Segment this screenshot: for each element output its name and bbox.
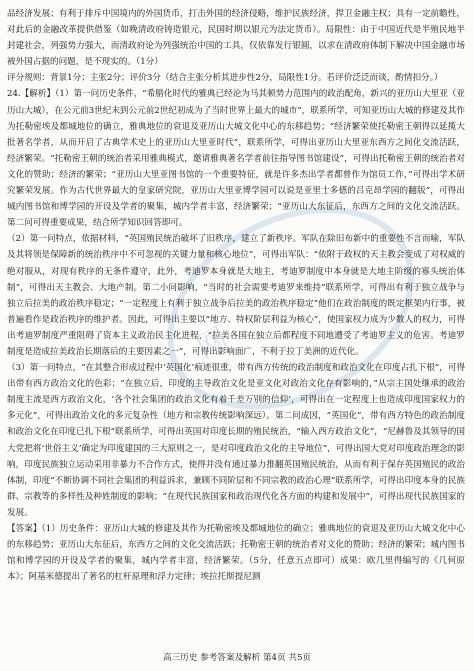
paragraph-q24-answer: 【答案】（1）历史条件：亚历山大城的修建及其作为托勒密埃及都城地位的确立；雅典地位的衰退及亚历山大城文化中心的东移趋势；亚历山大东征后，东西方之间的文化交流活跃；托勒密王朝的统治者对文化的赞助；经济的繁荣；城内图书馆和博学园的开设及学者的聚集，城内学者丰富，经济繁荣。（5分，任意五点即可）成果：欧几里得编写的《几何原本》；阿基米德提出了著名的杠杆原理和浮力定律；埃拉托斯提尼测 xyxy=(7,524,465,583)
paragraph-q24-analysis-part1: 24.【解析】（1）第一问历史条件，“希腊化时代的雅典已经沦为马其顿势力范围内的政治配角，新兴的亚历山大里亚（亚历山大城），在公元前3世纪末到公元前2世纪初成为了当时世界上最大的城市”，联系所学，可知亚历山大城的修建及其作为托勒密埃及都城地位的确立，雅典地位的衰退及亚历山大城文化中心的东移趋势；“经济繁荣使托勒密王朝得以延揽大批著名学者，从而开启了古典学术史上的亚历山大里亚时代”，联系所学，可得出亚历山大里亚东西方之间化交流活跃，经济繁荣。“托勒密王朝的统治者采用雅典模式，邀请雅典著名学者前往指导图书馆建设”，可得出托勒密王朝的统治者对文化的赞助；经济的繁荣；“亚历山大里亚图书馆的一个重要特征，就是许多杰出学者都曾作为馆员工作，”可得出学术研究繁荣发展。作为古代世界最大的皇家研究院，亚历山大里亚博学园可以说是亚里士多德的吕克昂学园的翻版”，可得出城内图书馆和博学园的开设及学者的聚集，城内学者丰富，经济繁荣；“亚历山大东征后，东西方之间的文化交流活跃。第二问可得重要成果，结合所学知识回答即可。 xyxy=(7,89,465,229)
paragraph-q24-analysis-part2: （2）第一问特点，依据材料，“英国殖民统治破坏了旧秩序，建立了新秩序。军队在除旧布新中的重要性不言而喻，军队及其将领是保障新的统治秩序中不可忽视的关键力量和核心地位”，可得出军队：“依附于政权的天主教会变成了对权威的绝对服从，对现有秩序的无条件遵守，此外，考迪罗本身就是大地主，考迪罗制度中本身就是大地主阶级的寡头统治体制”，可得出天主教会、大地产制。第二小问影响，“当时的社会需要考迪罗来维持”联系所学，可得出有利于独立战争与独立后拉美的政治秩序稳定；“一定程度上有利于独立战争后拉美的政治秩序稳定”他们在政治制度的既定框架内行事，被普遍看作是政治秩序的维护者。因此，可得出主要以“地方、特权阶层利益为核心”，使国家权力成为少数人的权力，可得出考迪罗制度严重阻碍了资本主义政治民主化进程，“拉美各国在独立后都程度不同地遭受了考迪罗主义的危害。考迪罗制度是造成拉美政治长期落后的主要因素之一”，可得出影响面广，不利于拉丁美洲的近代化。 xyxy=(7,234,465,357)
paragraph-q24-analysis-part3: （3）第一问特点，“在其整合形成过程中‘英国化’痕迹很重，带有西方传统的政治制度和政治文化在印度占扎下根”，可得出带有西方政治文化的色彩；“在独立后，印度的主导政治文化是亚文化对政治文化存有影响的，”从宗主国处继承的政治制度主流是西方政治文化，‘各个社会集团的政治文化有着千差万别的信仰’，可得出在一定程度上也造成印度国家权力的多元化”，可得出政治文化的多元复杂性（地方和宗教传统影响深远）。第二问成因，“英国化”，带有西方特色的政治制度和政治文化在印度已扎下根”联系所学，可得出英国对印度长期的殖民统治，“输入西方政治文化”，“尼赫鲁及其领导的国大党把将‘世俗主义’确定为印度建国的三大原则之一，是对印度政治文化的主导地位”，可得出国大党对印度政治理念的影响，印度民族独立运动采用非暴力不合作方式，使得并没有通过暴力推翻英国殖民统治，从而有利于保存英国殖民的政治体制，印度“不断协调不同社会集团的利益诉求，兼顾不同阶层和不同宗教的政治心理”联系所学，可得出印度本身的民族群、宗教等的多样性及种姓制度的影响；“在现代民族国家和政治现代化各方面的构建和发展中”，可得出现代民族国家的发展。 xyxy=(7,363,466,518)
page-footer: 高三历史 参考答案及解析 第4页 共5页 xyxy=(162,653,312,663)
document-body xyxy=(7,6,465,585)
watermark-text: 网 xyxy=(190,321,234,367)
paragraph-economic-evaluation: 品经济发展；有利于排斥中国境内的外国货币，打击外国的经济侵略，维护民族经济，捍卫金融主权；具有一定前瞻性，对此后的金融改革提供借鉴（如晚清政府铸造银元，民国时期以银元为法定货币）。局限性：由于中国近代是半殖民地半封建社会，列强势力强大，而清政府论为列强统治中国的工具，仅依靠发行银圆，以求在清政府体制下解决中国金融市场被外国占据的问题，是不现实的。（1分） xyxy=(7,9,465,68)
paragraph-scoring-rules: 评分规则：背景1分；主张2分；评价3分（结合主张分析其进步性2分，局限性1分。若评价泛泛而谈，酌情扣分。） xyxy=(7,73,443,84)
